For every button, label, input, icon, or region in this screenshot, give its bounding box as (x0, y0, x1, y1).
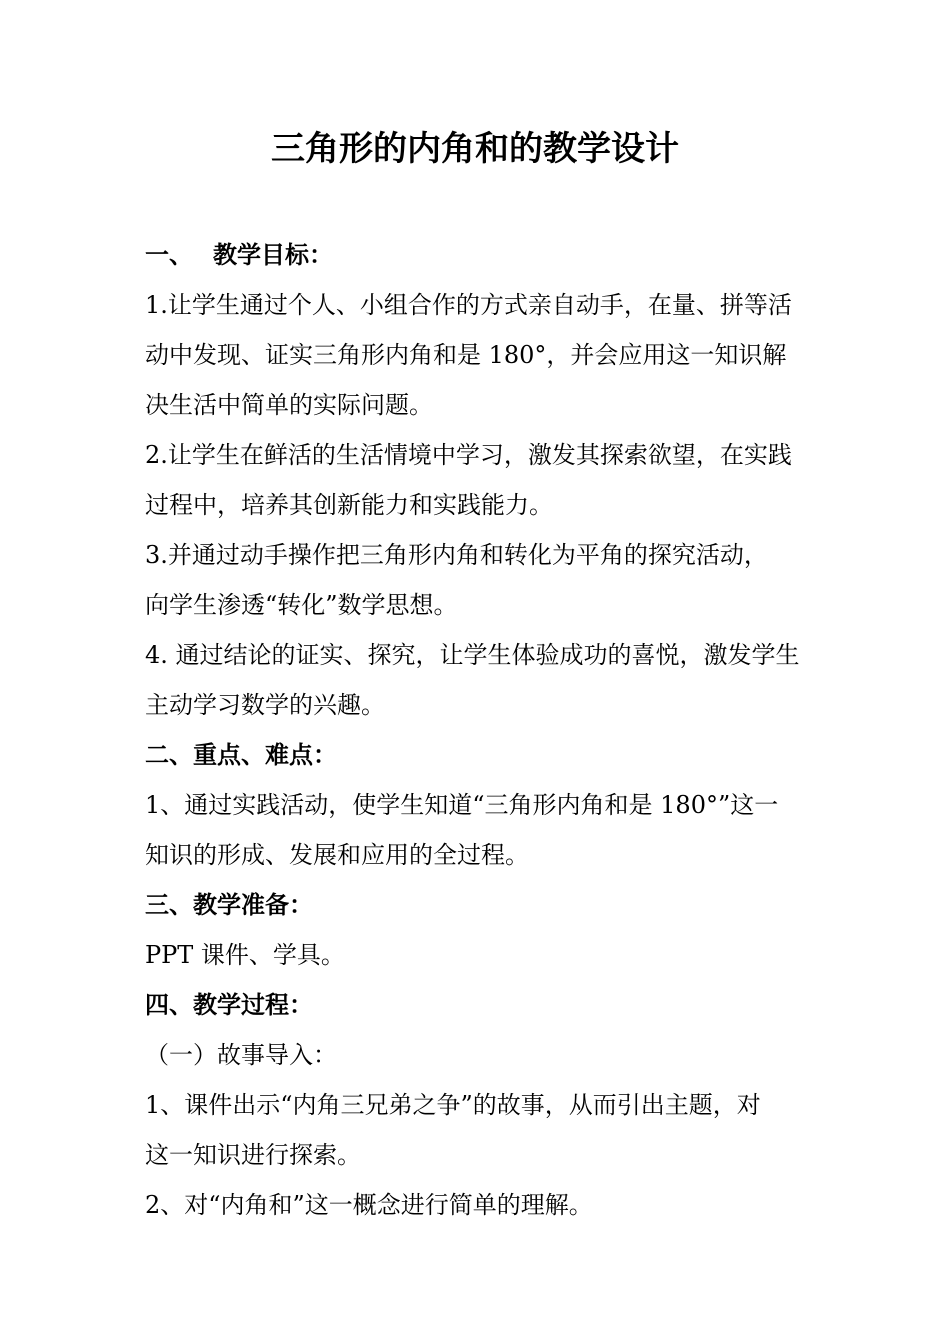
document-body (145, 230, 810, 1230)
section-heading-text: 教学目标： (213, 240, 333, 269)
subsection-heading: （一）故事导入： (145, 1041, 337, 1069)
section-heading-preparation: 三、教学准备： (145, 890, 313, 919)
section-heading-key-points: 二、重点、难点： (145, 740, 337, 769)
paragraph-line: 向学生渗透“转化”数学思想。 (145, 591, 458, 619)
paragraph-line: 4. 通过结论的证实、探究，让学生体验成功的喜悦，激发学生 (145, 641, 800, 669)
paragraph-line: 主动学习数学的兴趣。 (145, 691, 385, 719)
section-number: 一、 (145, 240, 193, 269)
paragraph-line: 1.让学生通过个人、小组合作的方式亲自动手，在量、拼等活 (145, 291, 792, 319)
paragraph-line: 过程中，培养其创新能力和实践能力。 (145, 491, 553, 519)
paragraph-line: 这一知识进行探索。 (145, 1141, 361, 1169)
paragraph-line: 2.让学生在鲜活的生活情境中学习，激发其探索欲望，在实践 (145, 441, 792, 469)
paragraph-line: PPT 课件、学具。 (145, 941, 345, 969)
paragraph-line: 1、通过实践活动，使学生知道“三角形内角和是 180°”这一 (145, 791, 779, 819)
paragraph-line: 动中发现、证实三角形内角和是 180°，并会应用这一知识解 (145, 341, 787, 369)
paragraph-line: 决生活中简单的实际问题。 (145, 391, 433, 419)
document-title: 三角形的内角和的教学设计 (271, 129, 679, 169)
paragraph-line: 3.并通过动手操作把三角形内角和转化为平角的探究活动， (145, 541, 768, 569)
paragraph-line: 2、对“内角和”这一概念进行简单的理解。 (145, 1191, 593, 1219)
paragraph-line: 知识的形成、发展和应用的全过程。 (145, 841, 529, 869)
paragraph-line: 1、课件出示“内角三兄弟之争”的故事，从而引出主题，对 (145, 1091, 761, 1119)
section-heading-objectives (145, 230, 810, 280)
section-heading-process: 四、教学过程： (145, 990, 313, 1019)
